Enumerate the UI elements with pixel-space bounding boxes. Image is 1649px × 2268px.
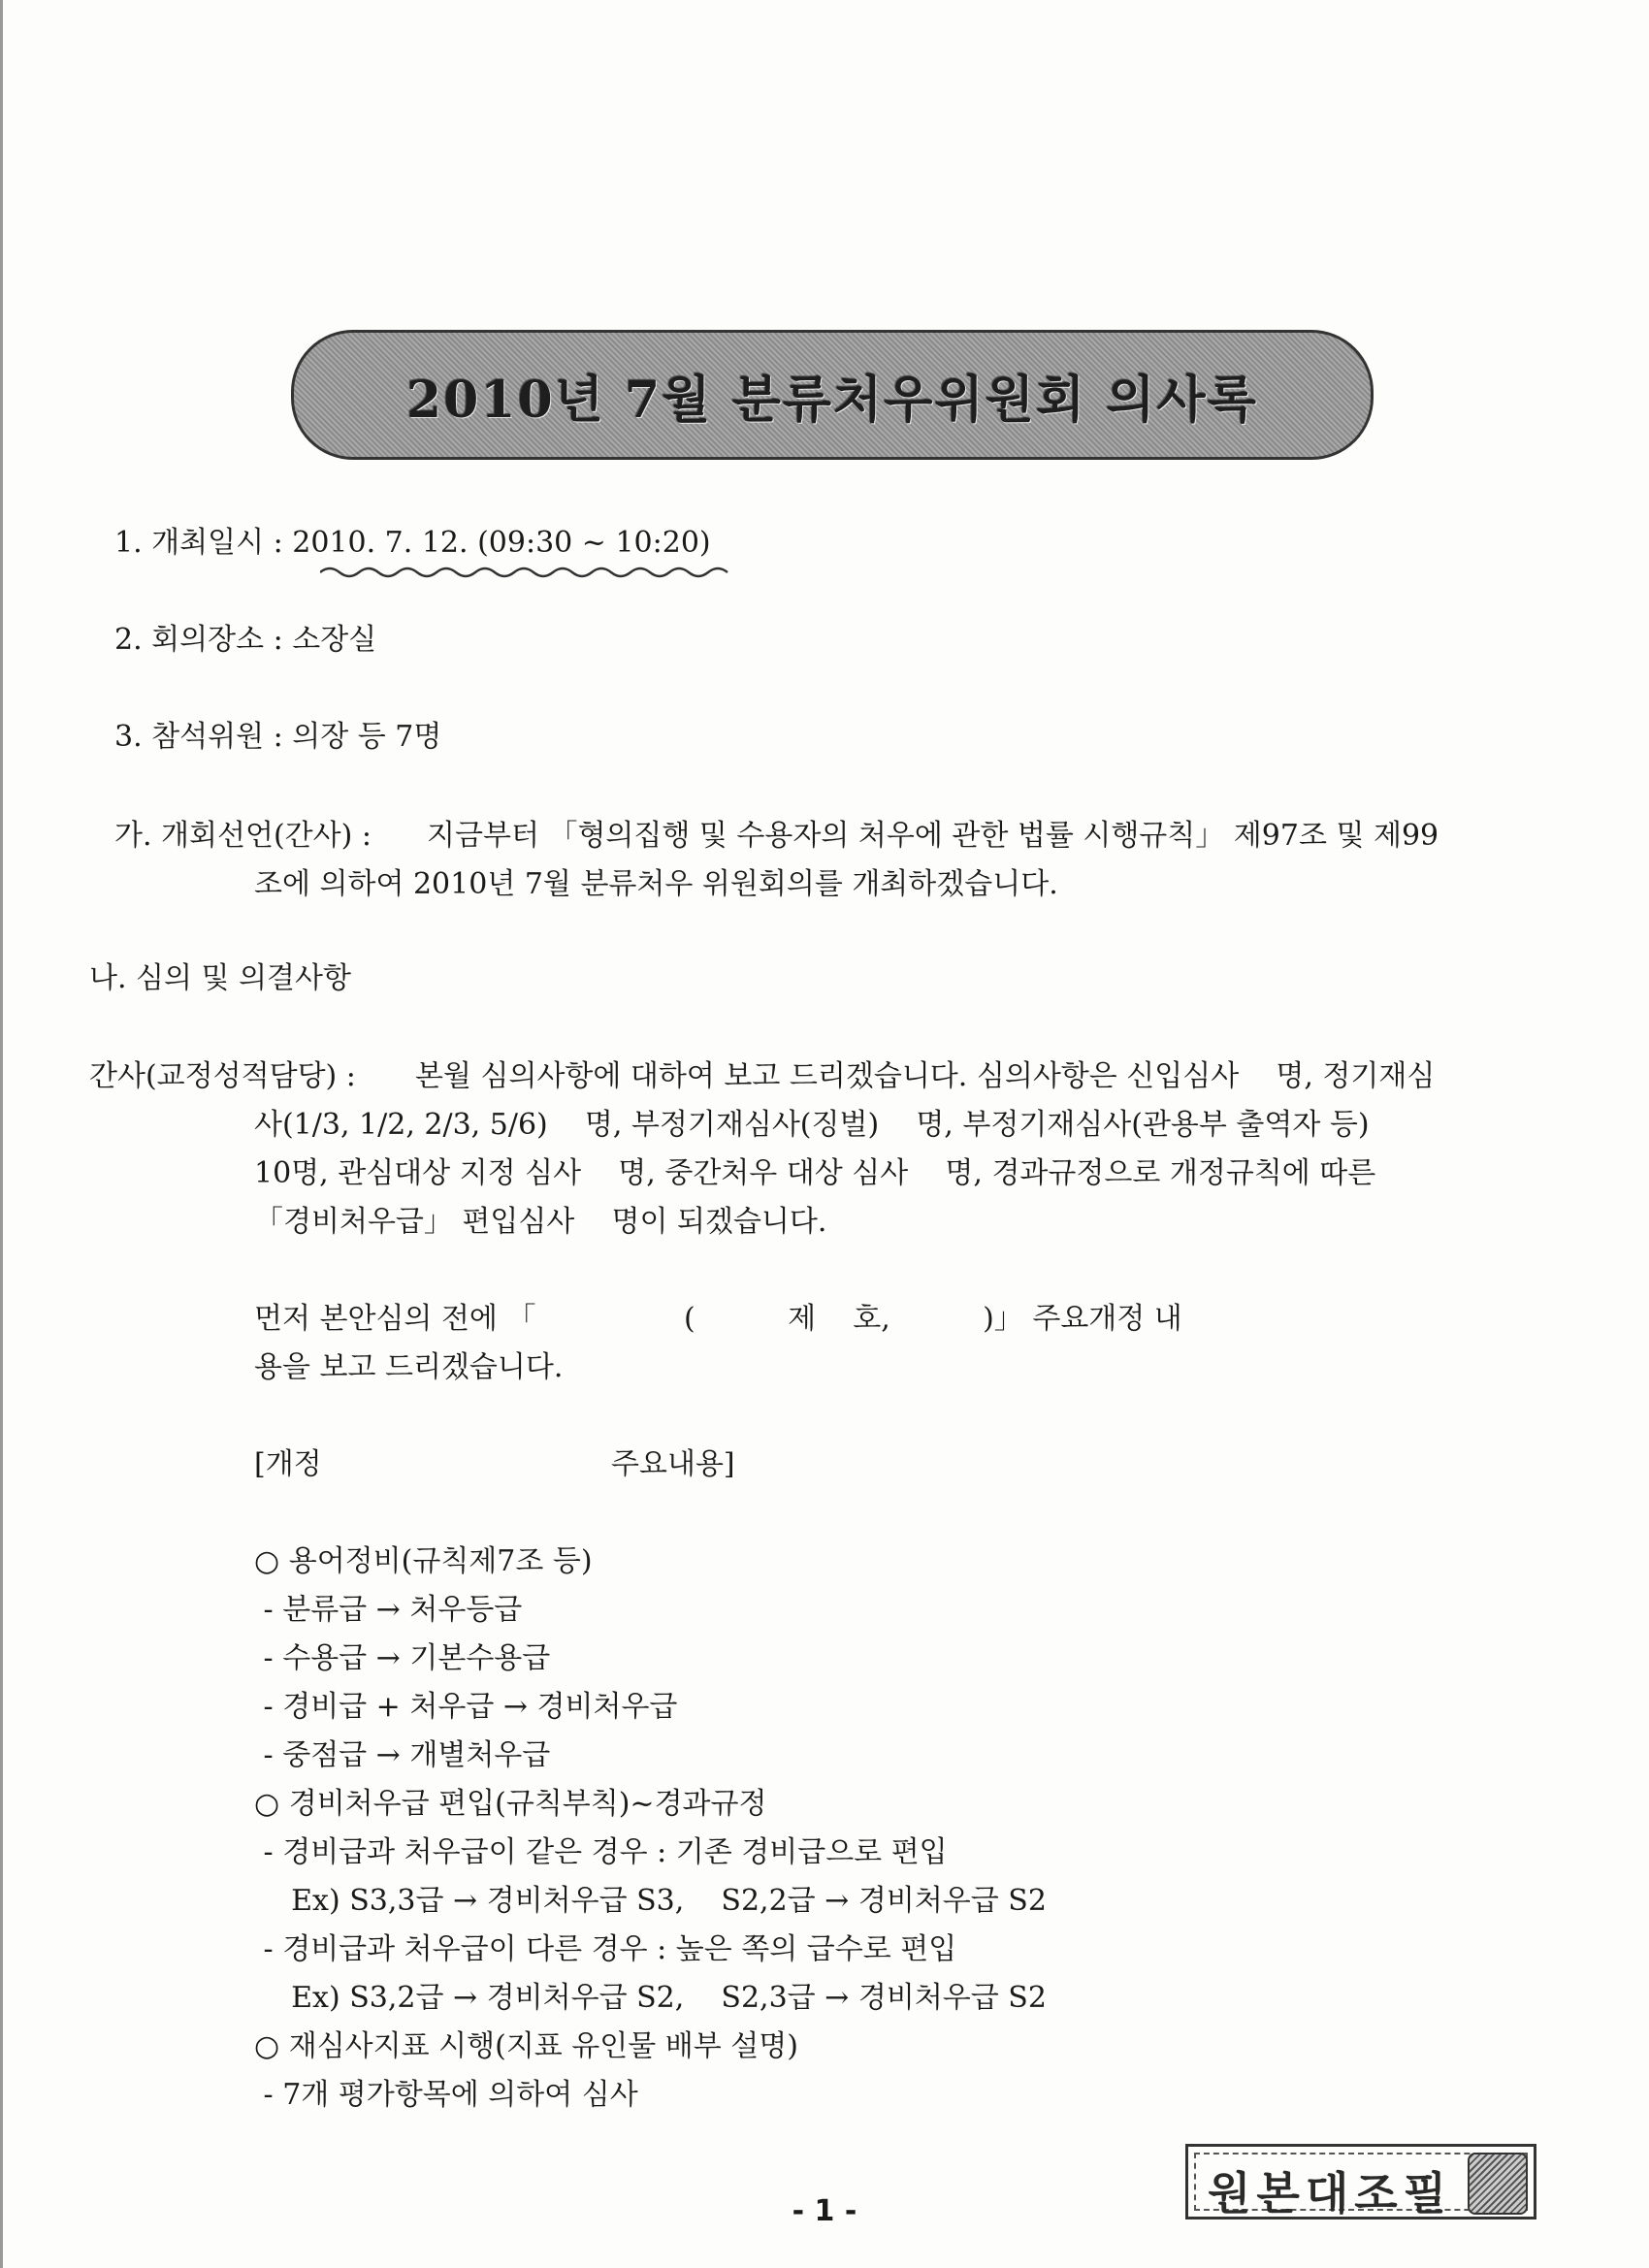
list-item: - 분류급 → 처우등급: [254, 1593, 523, 1627]
list-item: Ex) S3,3급 → 경비처우급 S3, S2,2급 → 경비처우급 S2: [254, 1884, 1047, 1918]
report-line-2: 사(1/3, 1/2, 2/3, 5/6) 명, 부정기재심사(징벌) 명, 부정기재심사(관용부 출역자 등): [254, 1108, 1370, 1142]
opening-label: 가. 개회선언(간사) :: [114, 819, 372, 853]
document-title: 2010년 7월 분류처우위원회 의사록: [405, 370, 1258, 430]
list-item: ○ 용어정비(규칙제7조 등): [254, 1544, 593, 1578]
page-number: - 1 -: [792, 2194, 857, 2228]
deliberation-heading: 나. 심의 및 의결사항: [89, 961, 351, 995]
amendment-header-close: 주요내용]: [611, 1447, 735, 1481]
stamp-text: 원본대조필: [1208, 2167, 1453, 2219]
list-item: - 중점급 → 개별처우급: [254, 1738, 551, 1772]
list-item: ○ 재심사지표 시행(지표 유인물 배부 설명): [254, 2029, 798, 2063]
list-item: - 경비급 + 처우급 → 경비처우급: [254, 1690, 678, 1724]
intro-line-2: 용을 보고 드리겠습니다.: [254, 1350, 564, 1384]
amendment-header-open: [개정: [254, 1447, 322, 1481]
attendees: 3. 참석위원 : 의장 등 7명: [114, 720, 442, 754]
list-item: - 7개 평가항목에 의하여 심사: [254, 2078, 638, 2112]
meeting-place: 2. 회의장소 : 소장실: [114, 623, 377, 657]
report-speaker: 간사(교정성적담당) :: [89, 1059, 356, 1093]
list-item: - 경비급과 처우급이 다른 경우 : 높은 쪽의 급수로 편입: [254, 1932, 957, 1966]
list-item: Ex) S3,2급 → 경비처우급 S2, S2,3급 → 경비처우급 S2: [254, 1981, 1047, 2015]
meeting-datetime: 1. 개최일시 : 2010. 7. 12. (09:30 ~ 10:20): [114, 526, 711, 560]
report-line-1: 본월 심의사항에 대하여 보고 드리겠습니다. 심의사항은 신입심사 명, 정기재심: [415, 1059, 1436, 1093]
report-line-3: 10명, 관심대상 지정 심사 명, 중간처우 대상 심사 명, 경과규정으로 개정규칙에 따른: [254, 1156, 1376, 1190]
handwritten-underline: [320, 563, 737, 582]
page-edge: [0, 0, 3, 2268]
list-item: ○ 경비처우급 편입(규칙부칙)~경과규정: [254, 1787, 767, 1821]
list-item: - 수용급 → 기본수용급: [254, 1641, 551, 1675]
opening-line-1: 지금부터 「형의집행 및 수용자의 처우에 관한 법률 시행규칙」 제97조 및 제99: [427, 819, 1439, 853]
report-line-4: 「경비처우급」 편입심사 명이 되겠습니다.: [254, 1205, 827, 1239]
intro-line-1: 먼저 본안심의 전에 「 ( 제 호, )」 주요개정 내: [254, 1302, 1182, 1336]
list-item: - 경비급과 처우급이 같은 경우 : 기존 경비급으로 편입: [254, 1835, 948, 1869]
title-banner: [291, 330, 1374, 460]
opening-line-2: 조에 의하여 2010년 7월 분류처우 위원회의를 개최하겠습니다.: [254, 867, 1058, 901]
